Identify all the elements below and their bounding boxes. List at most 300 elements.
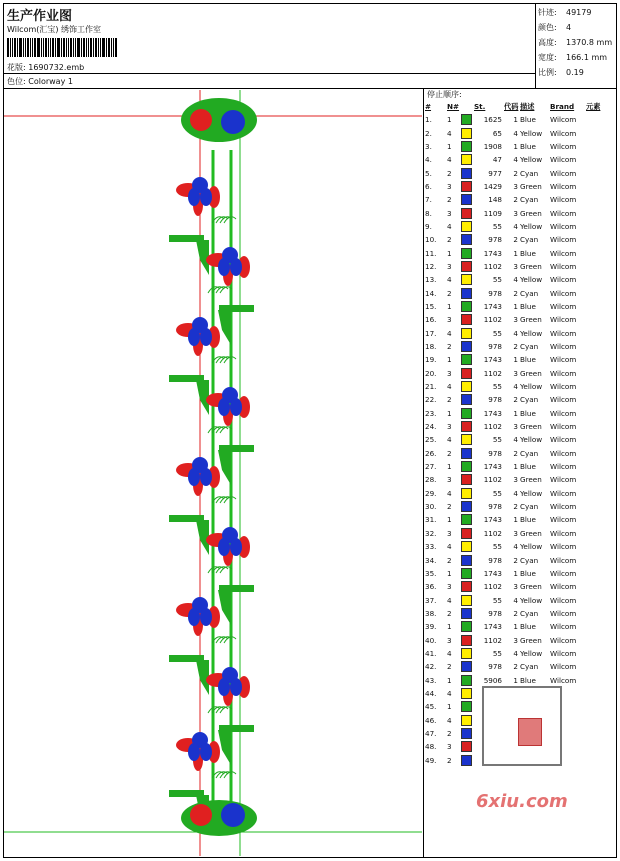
table-row [425,487,616,500]
table-row [425,327,616,340]
row-index: 9. [425,221,432,231]
row-desc: Blue [520,622,536,632]
row-swatch [461,193,474,206]
row-swatch [461,660,474,673]
color-swatch [461,608,472,619]
row-brand: Wilcom [550,342,577,352]
row-code: 2 [513,235,518,245]
row-stitches: 1102 [483,315,502,325]
row-desc: Yellow [520,328,543,338]
row-brand: Wilcom [550,301,577,311]
leaf [218,590,231,625]
barcode-bar [32,38,33,57]
row-swatch [461,300,474,313]
row-stitches: 55 [492,328,502,338]
row-desc: Green [520,422,542,432]
page-title: 生产作业图 [7,9,73,24]
color-swatch [461,128,472,139]
row-needle: 3 [447,261,452,271]
barcode-bar [10,38,11,57]
row-brand: Wilcom [550,355,577,365]
row-needle: 1 [447,115,452,125]
row-desc: Yellow [520,542,543,552]
colorway-line [7,76,73,87]
row-code: 1 [513,141,518,151]
row-needle: 1 [447,301,452,311]
row-desc: Blue [520,355,536,365]
row-index: 12. [425,261,437,271]
row-brand: Wilcom [550,141,577,151]
row-needle: 3 [447,368,452,378]
row-stitches: 1102 [483,528,502,538]
row-code: 1 [513,355,518,365]
row-index: 38. [425,608,437,618]
row-element [586,233,616,246]
col-index: # [425,102,432,111]
row-brand: Wilcom [550,515,577,525]
row-stitches: 1743 [483,301,502,311]
row-needle: 4 [447,128,452,138]
barcode-bar [90,38,92,57]
row-desc: Green [520,208,542,218]
row-needle: 4 [447,488,452,498]
color-swatch [461,688,472,699]
row-element [586,286,616,299]
row-desc: Cyan [520,502,539,512]
row-element [586,607,616,620]
row-code: 1 [513,568,518,578]
row-code: 4 [513,542,518,552]
table-row [425,153,616,166]
row-stitches: 1102 [483,635,502,645]
row-needle: 4 [447,221,452,231]
row-element [586,487,616,500]
petal [188,468,200,486]
row-index: 19. [425,355,437,365]
row-brand: Wilcom [550,422,577,432]
row-swatch [461,113,474,126]
row-swatch [461,673,474,686]
row-brand: Wilcom [550,368,577,378]
stat-value: 4 [566,23,572,32]
leaf [218,450,231,485]
table-row [425,420,616,433]
row-index: 33. [425,542,437,552]
row-code: 3 [513,635,518,645]
table-row [425,527,616,540]
row-swatch [461,286,474,299]
row-swatch [461,353,474,366]
row-index: 29. [425,488,437,498]
row-desc: Blue [520,462,536,472]
row-index: 49. [425,755,437,765]
barcode-bar [68,38,69,57]
row-swatch [461,166,474,179]
row-brand: Wilcom [550,622,577,632]
petal [218,538,230,556]
table-row [425,513,616,526]
row-stitches: 1743 [483,408,502,418]
row-code: 4 [513,328,518,338]
row-index: 25. [425,435,437,445]
petal [188,328,200,346]
stat-value: 1370.8 mm [566,38,613,47]
row-swatch [461,607,474,620]
col-swatch [461,100,474,113]
barcode-bar [102,38,105,57]
row-stitches: 1102 [483,582,502,592]
petal [200,743,212,761]
row-element [586,193,616,206]
row-needle: 2 [447,662,452,672]
row-brand: Wilcom [550,648,577,658]
row-swatch [461,180,474,193]
row-index: 35. [425,568,437,578]
row-swatch [461,206,474,219]
row-desc: Blue [520,515,536,525]
table-row [425,286,616,299]
row-needle: 1 [447,675,452,685]
table-header [425,100,616,113]
row-code: 2 [513,342,518,352]
col-stitches: St. [474,102,486,111]
petal [188,743,200,761]
row-index: 46. [425,715,437,725]
row-stitches: 55 [492,648,502,658]
row-needle: 3 [447,582,452,592]
studio-name: Wilcom(汇宝) 绣饰工作室 [7,25,102,34]
row-needle: 4 [447,648,452,658]
petal [230,258,242,276]
row-brand: Wilcom [550,328,577,338]
row-desc: Yellow [520,221,543,231]
row-brand: Wilcom [550,542,577,552]
row-stitches: 55 [492,382,502,392]
row-desc: Green [520,181,542,191]
row-desc: Blue [520,568,536,578]
row-index: 24. [425,422,437,432]
col-brand: Brand [550,102,575,111]
color-swatch [461,328,472,339]
row-element [586,593,616,606]
row-needle: 4 [447,715,452,725]
row-element [586,527,616,540]
row-stitches: 47 [492,155,502,165]
barcode-bar [23,38,24,57]
row-element [586,220,616,233]
row-needle: 1 [447,702,452,712]
row-element [586,540,616,553]
row-desc: Cyan [520,288,539,298]
row-desc: Green [520,475,542,485]
row-code: 1 [513,462,518,472]
row-code: 2 [513,195,518,205]
row-element [586,687,616,700]
barcode-bar [113,38,114,57]
row-brand: Wilcom [550,181,577,191]
row-stitches: 148 [488,195,502,205]
row-swatch [461,447,474,460]
row-desc: Yellow [520,488,543,498]
row-code: 4 [513,488,518,498]
row-brand: Wilcom [550,528,577,538]
row-index: 40. [425,635,437,645]
row-stitches: 55 [492,542,502,552]
row-element [586,327,616,340]
row-needle: 4 [447,275,452,285]
row-swatch [461,153,474,166]
row-element [586,433,616,446]
color-swatch [461,501,472,512]
row-swatch [461,140,474,153]
row-index: 4. [425,155,432,165]
barcode-bar [57,38,60,57]
row-element [586,340,616,353]
row-stitches: 978 [488,448,502,458]
row-desc: Cyan [520,608,539,618]
row-index: 5. [425,168,432,178]
row-brand: Wilcom [550,595,577,605]
row-index: 48. [425,742,437,752]
row-brand: Wilcom [550,208,577,218]
barcode-bar [25,38,26,57]
color-swatch [461,648,472,659]
row-stitches: 1102 [483,261,502,271]
color-swatch [461,274,472,285]
row-stitches: 1743 [483,568,502,578]
row-swatch [461,754,474,767]
table-row [425,620,616,633]
color-swatch [461,341,472,352]
petal [230,538,242,556]
barcode-bar [30,38,31,57]
row-index: 36. [425,582,437,592]
row-brand: Wilcom [550,168,577,178]
row-code: 2 [513,662,518,672]
color-swatch [461,488,472,499]
stat-label: 高度: [538,38,557,47]
row-stitches: 1102 [483,368,502,378]
row-code: 3 [513,528,518,538]
table-row [425,660,616,673]
row-code: 3 [513,315,518,325]
row-swatch [461,620,474,633]
row-needle: 2 [447,288,452,298]
table-row [425,313,616,326]
design-file-label: 花版: [7,63,26,72]
barcode-bar [19,38,22,57]
barcode-bar [77,38,80,57]
row-element [586,246,616,259]
row-swatch [461,407,474,420]
color-swatch [461,728,472,739]
barcode-bar [83,38,85,57]
stat-row [538,50,612,65]
color-swatch [461,528,472,539]
barcode-bar [50,38,51,57]
row-needle: 2 [447,502,452,512]
color-swatch [461,208,472,219]
row-index: 22. [425,395,437,405]
row-code: 3 [513,208,518,218]
row-index: 13. [425,275,437,285]
petal [218,398,230,416]
petal [230,678,242,696]
stat-label: 针迹: [538,8,557,17]
row-brand: Wilcom [550,675,577,685]
top-ornament [181,98,257,142]
row-swatch [461,553,474,566]
row-element [586,300,616,313]
row-desc: Green [520,582,542,592]
row-element [586,740,616,753]
table-row [425,353,616,366]
barcode-bar [95,38,97,57]
barcode-bar [111,38,112,57]
color-swatch [461,114,472,125]
row-element [586,180,616,193]
row-element [586,166,616,179]
barcode-bar [55,38,56,57]
barcode-bar [75,38,76,57]
row-desc: Cyan [520,555,539,565]
row-desc: Blue [520,141,536,151]
row-brand: Wilcom [550,462,577,472]
barcode-bar [98,38,99,57]
row-needle: 4 [447,595,452,605]
colorway: Colorway 1 [28,77,73,86]
row-index: 2. [425,128,432,138]
stat-row [538,35,612,50]
table-row [425,593,616,606]
row-code: 3 [513,181,518,191]
row-desc: Blue [520,408,536,418]
row-index: 27. [425,462,437,472]
barcode-bar [14,38,16,57]
col-n: N# [447,102,460,111]
row-swatch [461,713,474,726]
row-index: 21. [425,382,437,392]
embroidery-preview [4,90,422,856]
row-stitches: 978 [488,342,502,352]
row-brand: Wilcom [550,288,577,298]
petal [200,468,212,486]
table-row [425,433,616,446]
row-stitches: 1109 [483,208,502,218]
barcode-bar [7,38,9,57]
row-index: 18. [425,342,437,352]
table-row [425,673,616,686]
color-swatch [461,368,472,379]
row-code: 2 [513,288,518,298]
row-needle: 1 [447,515,452,525]
seal-stamp [518,718,542,746]
stat-label: 比例: [538,68,557,77]
row-brand: Wilcom [550,248,577,258]
table-row [425,460,616,473]
table-row [425,380,616,393]
table-row [425,126,616,139]
row-brand: Wilcom [550,275,577,285]
row-stitches: 55 [492,488,502,498]
row-index: 26. [425,448,437,458]
row-code: 2 [513,555,518,565]
row-element [586,313,616,326]
row-needle: 4 [447,542,452,552]
row-brand: Wilcom [550,261,577,271]
table-row [425,553,616,566]
row-stitches: 1743 [483,515,502,525]
color-swatch [461,408,472,419]
row-code: 2 [513,608,518,618]
row-code: 2 [513,448,518,458]
table-row [425,140,616,153]
row-stitches: 1102 [483,422,502,432]
row-swatch [461,460,474,473]
row-code: 1 [513,622,518,632]
barcode-bar [73,38,74,57]
row-stitches: 55 [492,595,502,605]
row-desc: Yellow [520,435,543,445]
row-code: 4 [513,382,518,392]
row-needle: 1 [447,622,452,632]
watermark-logo: 6xiu.com [476,791,568,812]
row-brand: Wilcom [550,488,577,498]
row-swatch [461,527,474,540]
row-code: 4 [513,221,518,231]
barcode-bar [88,38,89,57]
petal [188,608,200,626]
row-stitches: 977 [488,168,502,178]
row-desc: Cyan [520,448,539,458]
row-brand: Wilcom [550,475,577,485]
row-element [586,206,616,219]
row-needle: 1 [447,462,452,472]
row-stitches: 1743 [483,622,502,632]
row-needle: 2 [447,448,452,458]
row-stitches: 55 [492,221,502,231]
row-stitches: 55 [492,435,502,445]
row-desc: Yellow [520,595,543,605]
col-element: 元素 [586,101,601,111]
row-swatch [461,740,474,753]
row-index: 16. [425,315,437,325]
row-code: 4 [513,595,518,605]
row-code: 2 [513,502,518,512]
table-divider-v [423,88,424,858]
stat-row [538,65,612,80]
row-desc: Green [520,528,542,538]
color-swatch [461,581,472,592]
color-swatch [461,434,472,445]
color-swatch [461,741,472,752]
row-stitches: 978 [488,235,502,245]
barcode-bar [37,38,40,57]
row-swatch [461,340,474,353]
row-element [586,713,616,726]
barcode-bar [108,38,110,57]
row-swatch [461,220,474,233]
barcode-bar [115,38,117,57]
row-index: 31. [425,515,437,525]
row-stitches: 1743 [483,462,502,472]
row-needle: 1 [447,568,452,578]
table-row [425,607,616,620]
table-row [425,540,616,553]
barcode-bar [70,38,72,57]
row-swatch [461,393,474,406]
table-row [425,273,616,286]
